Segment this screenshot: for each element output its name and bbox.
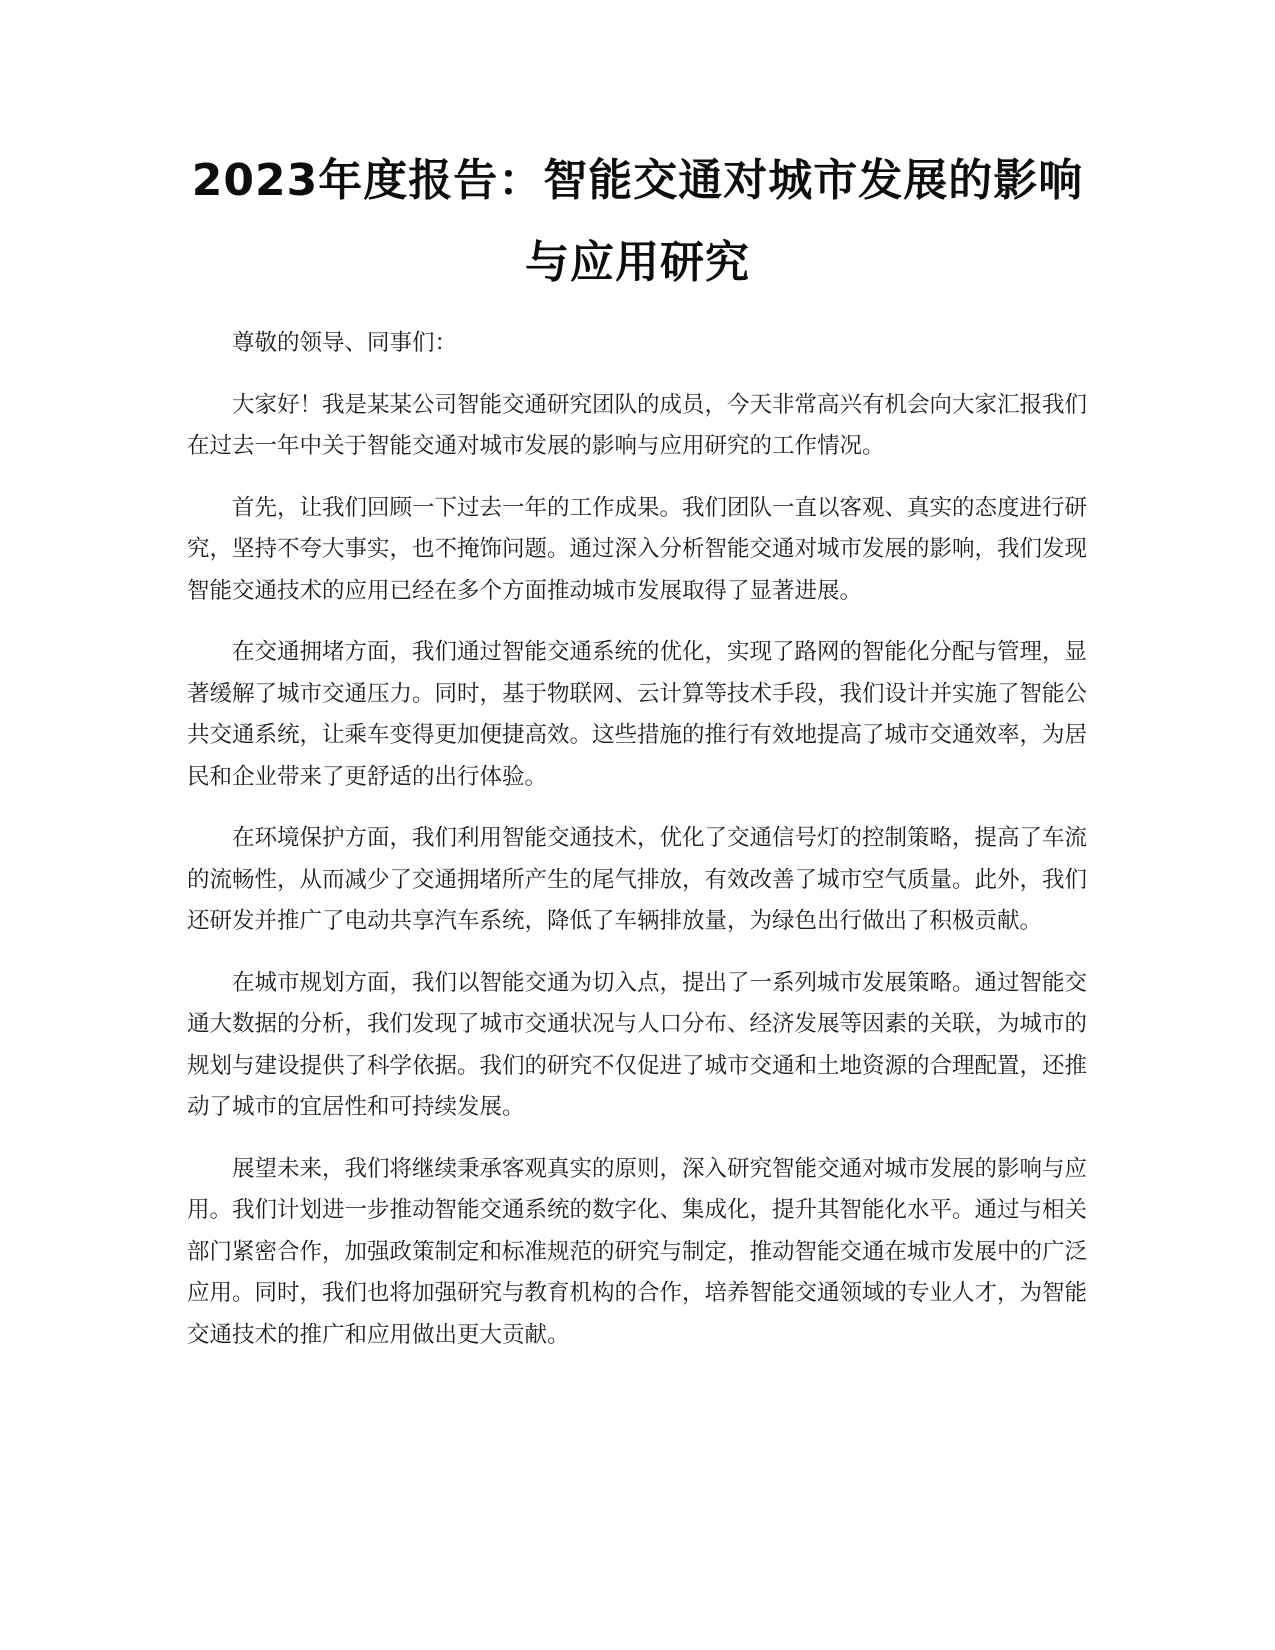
paragraph-traffic-congestion: 在交通拥堵方面，我们通过智能交通系统的优化，实现了路网的智能化分配与管理，显著缓解了城市交通压力。同时，基于物联网、云计算等技术手段，我们设计并实施了智能公共交通系统，让乘车变得更加便捷高效。这些措施的推行有效地提高了城市交通效率，为居民和企业带来了更舒适的出行体验。 bbox=[187, 639, 1088, 790]
paragraph-achievements: 首先，让我们回顾一下过去一年的工作成果。我们团队一直以客观、真实的态度进行研究，坚持不夸大事实，也不掩饰问题。通过深入分析智能交通对城市发展的影响，我们发现智能交通技术的应用已经在多个方面推动城市发展取得了显著进展。 bbox=[187, 494, 1088, 604]
paragraph-urban-planning: 在城市规划方面，我们以智能交通为切入点，提出了一系列城市发展策略。通过智能交通大数据的分析，我们发现了城市交通状况与人口分布、经济发展等因素的关联，为城市的规划与建设提供了科学依据。我们的研究不仅促进了城市交通和土地资源的合理配置，还推动了城市的宜居性和可持续发展。 bbox=[187, 969, 1088, 1120]
paragraph-greeting: 大家好！我是某某公司智能交通研究团队的成员，今天非常高兴有机会向大家汇报我们在过去一年中关于智能交通对城市发展的影响与应用研究的工作情况。 bbox=[187, 391, 1088, 459]
document-body bbox=[187, 323, 1087, 1376]
paragraph-environment: 在环境保护方面，我们利用智能交通技术，优化了交通信号灯的控制策略，提高了车流的流畅性，从而减少了交通拥堵所产生的尾气排放，有效改善了城市空气质量。此外，我们还研发并推广了电动共享汽车系统，降低了车辆排放量，为绿色出行做出了积极贡献。 bbox=[187, 825, 1088, 934]
paragraph-salutation: 尊敬的领导、同事们： bbox=[232, 330, 458, 356]
paragraph-outlook: 展望未来，我们将继续秉承客观真实的原则，深入研究智能交通对城市发展的影响与应用。我们计划进一步推动智能交通系统的数字化、集成化，提升其智能化水平。通过与相关部门紧密合作，加强政策制定和标准规范的研究与制定，推动智能交通在城市发展中的广泛应用。同时，我们也将加强研究与教育机构的合作，培养智能交通领域的专业人才，为智能交通技术的推广和应用做出更大贡献。 bbox=[187, 1155, 1088, 1348]
document-title: 2023年度报告：智能交通对城市发展的影响与应用研究 bbox=[191, 155, 1084, 288]
